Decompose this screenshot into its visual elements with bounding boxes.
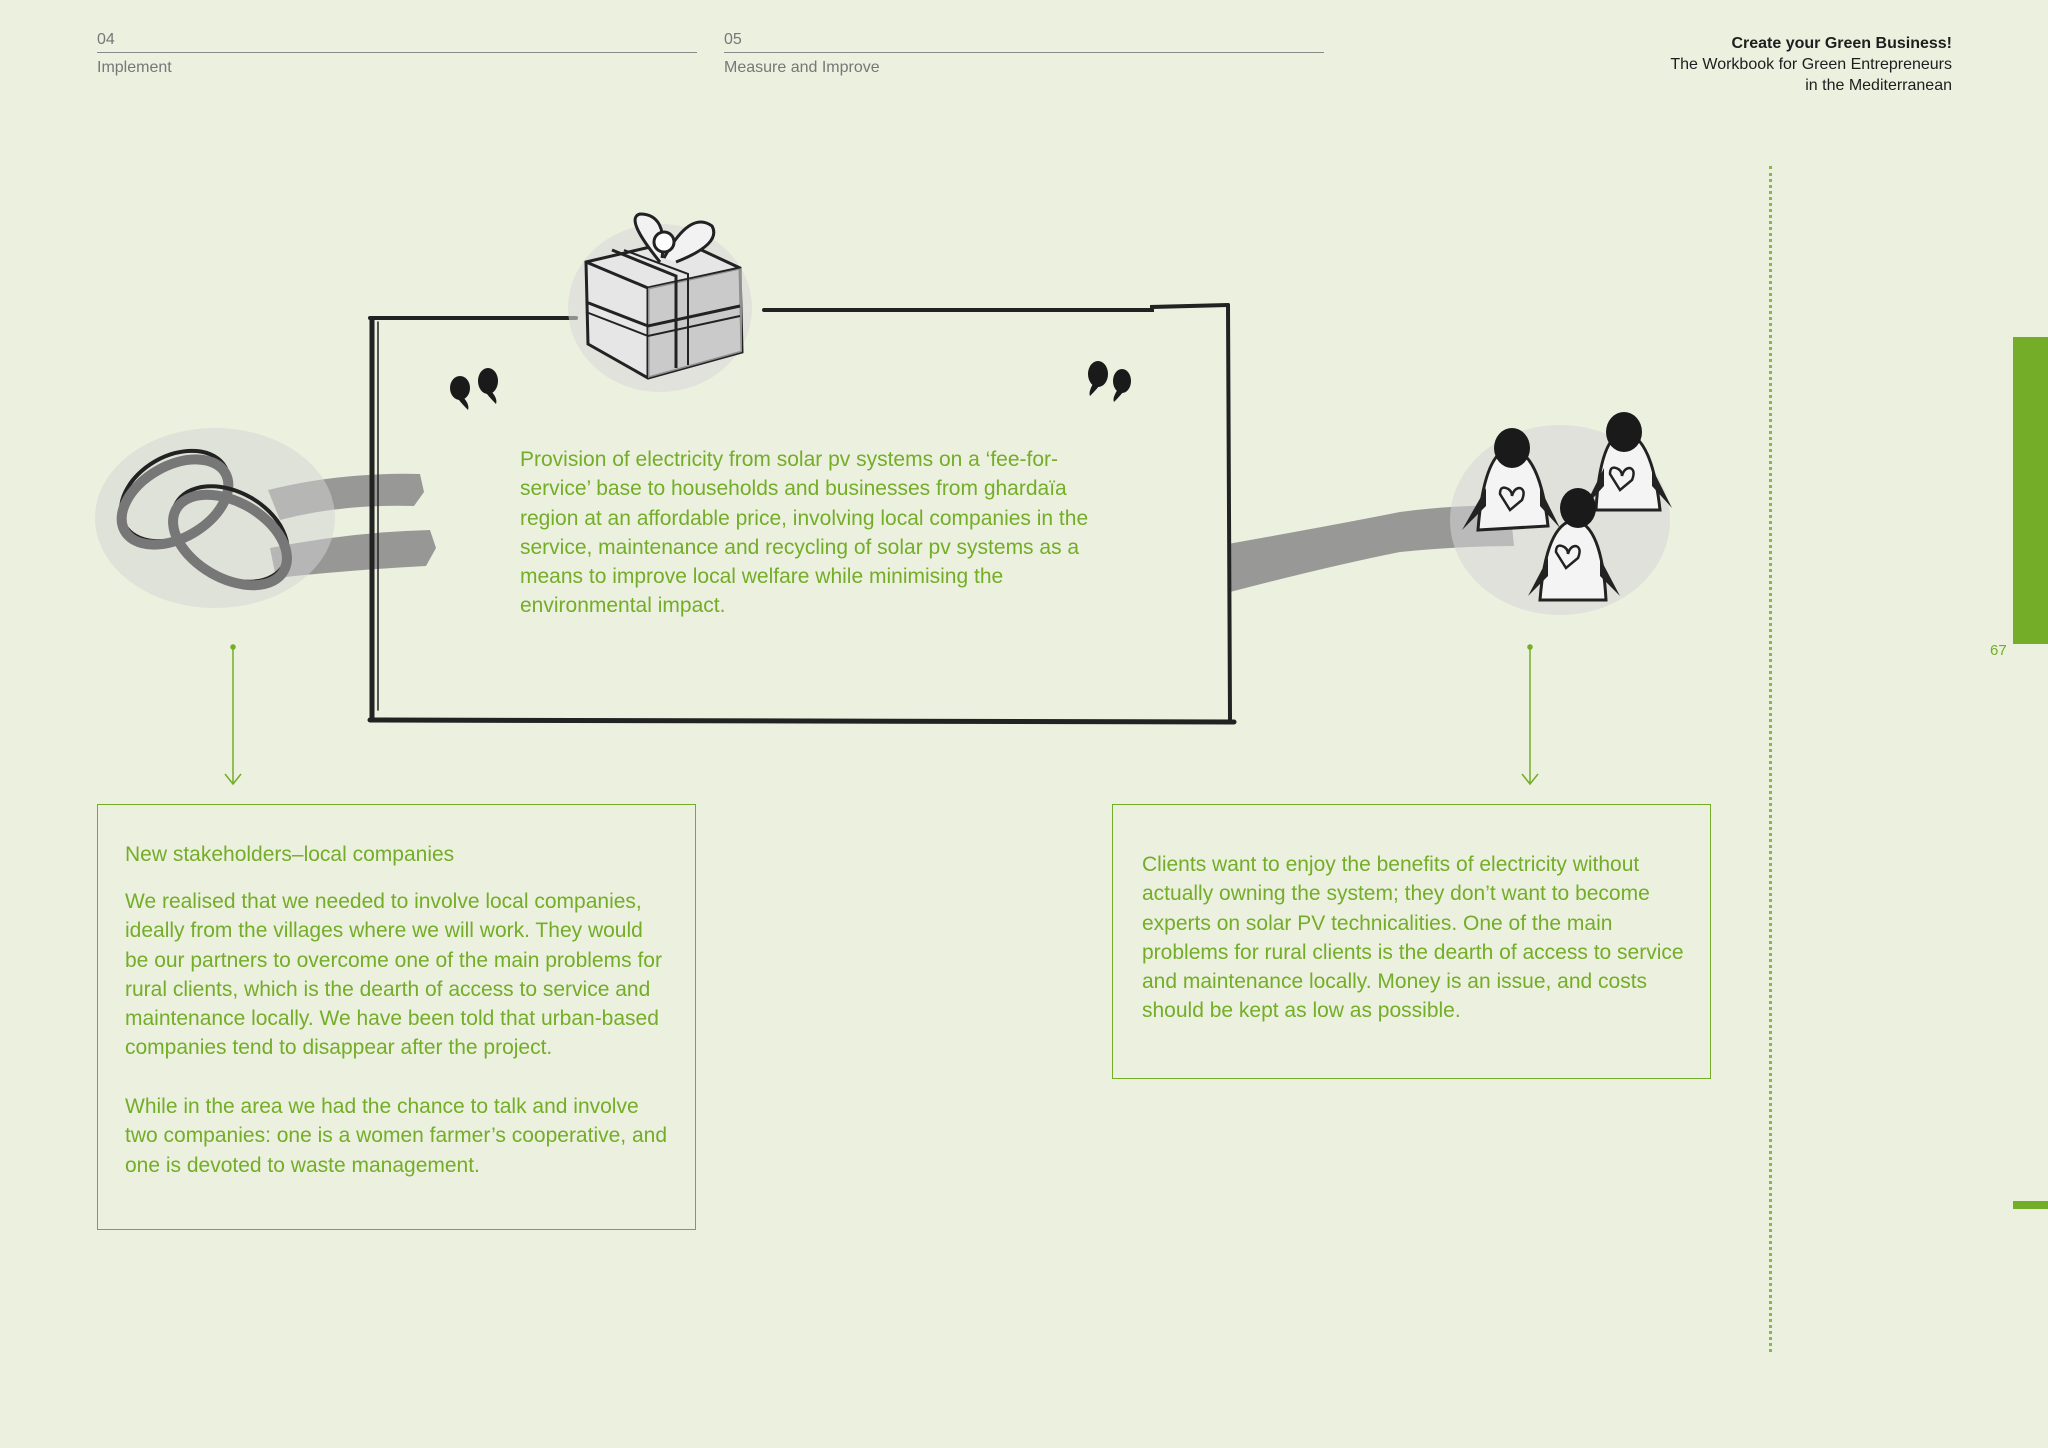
arrow-down-icon [1522,645,1538,784]
book-subtitle-line2: in the Mediterranean [1805,77,1952,94]
quote-mark-icon [1088,361,1131,402]
people-icon [1450,412,1672,615]
book-subtitle-line1: The Workbook for Green Entrepreneurs [1670,56,1952,73]
stakeholders-box [97,804,696,1230]
page-number: 67 [1990,642,2007,659]
chapter-name: Measure and Improve [724,59,880,76]
chapter-number: 04 [97,31,115,48]
gift-icon [568,214,752,392]
chapter-name: Implement [97,59,172,76]
stakeholders-paragraph: We realised that we needed to involve local companies, ideally from the villages where we will work. They would be our partners to overcome one of the main problems for rural clients, which is the dearth of access to service and maintenance locally. We have been told that urban-based companies tend to disappear after the project. [125,890,662,1060]
value-proposition-quote: Provision of electricity from solar pv systems on a ‘fee-for-service’ base to households and businesses from ghardaïa region at an affordable price, involving local companies in the service, maintenance and recycling of solar pv systems as a means to improve local welfare while minimising the environmental impact. [520,448,1089,618]
clients-box [1112,804,1711,1079]
chapter-number: 05 [724,31,742,48]
rings-icon [95,428,335,608]
stakeholders-paragraph: While in the area we had the chance to talk and involve two companies: one is a women farmer’s cooperative, and one is devoted to waste management. [125,1095,668,1177]
clients-paragraph: Clients want to enjoy the benefits of electricity without actually owning the system; they don’t want to become experts on solar PV technicalities. One of the main problems for rural clients is the dearth of access to service and maintenance locally. Money is an issue, and costs should be kept as low as possible. [1142,853,1684,1023]
stakeholders-title: New stakeholders–local companies [125,843,455,866]
book-title-main: Create your Green Business! [1731,35,1952,52]
quote-mark-icon [450,368,498,410]
arrow-down-icon [225,645,241,784]
